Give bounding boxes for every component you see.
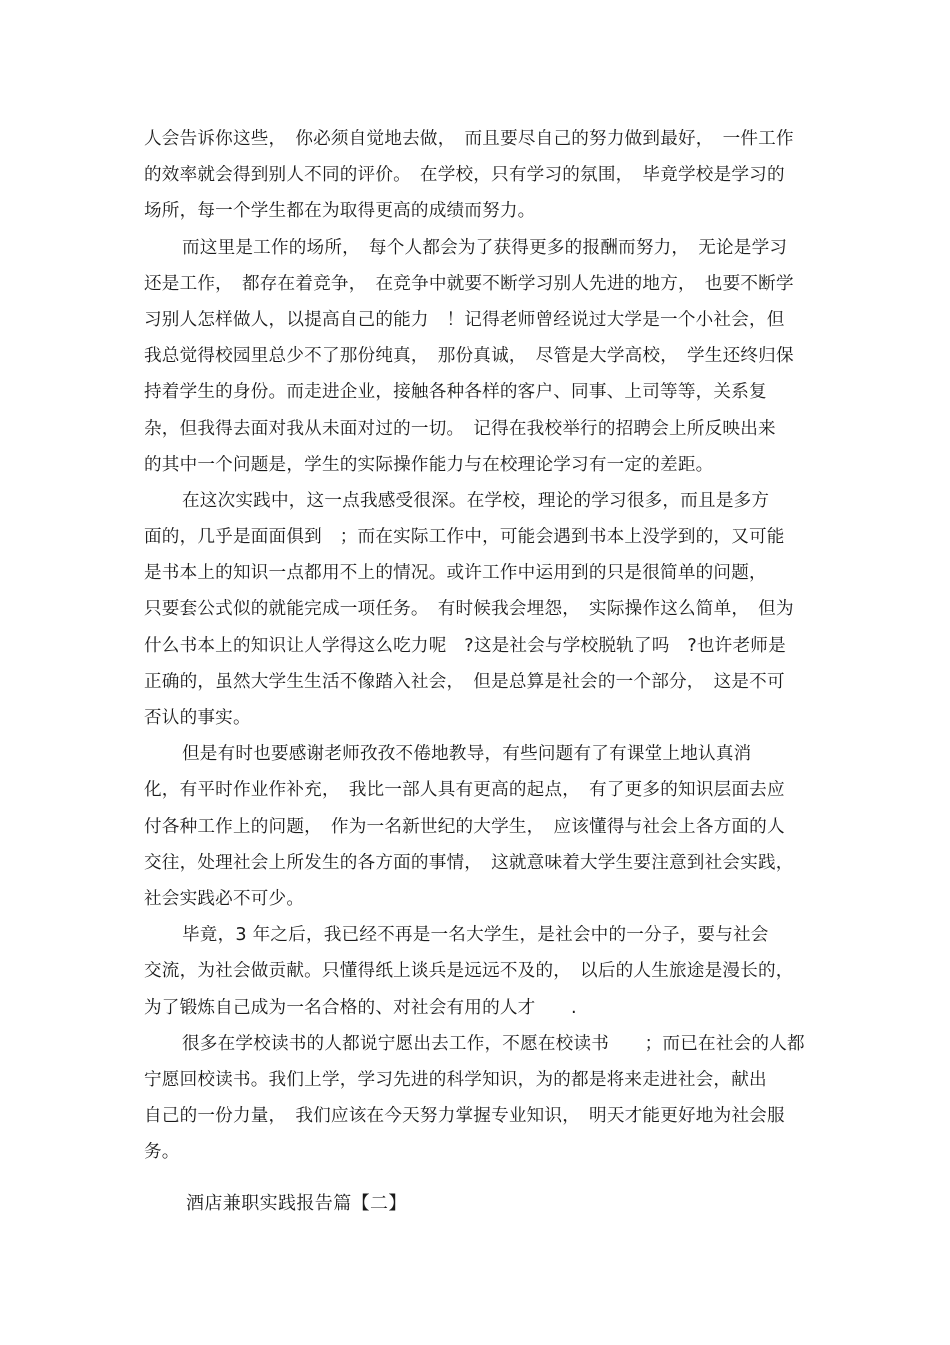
text-line: 宁愿回校读书。我们上学，学习先进的科学知识，为的都是将来走进社会，献出 — [144, 1069, 767, 1090]
text-line: 人会告诉你这些， 你必须自觉地去做， 而且要尽自己的努力做到最好， 一件工作 — [144, 129, 794, 149]
text-line: 什么书本上的知识让人学得这么吃力呢 ?这是社会与学校脱轨了吗 ?也许老师是 — [144, 635, 786, 656]
text-line: 付各种工作上的问题， 作为一名新世纪的大学生， 应该懂得与社会上各方面的人 — [144, 816, 785, 837]
text-line: 我总觉得校园里总少不了那份纯真， 那份真诚， 尽管是大学高校， 学生还终归保 — [144, 346, 794, 367]
text-line: 为了锻炼自己成为一名合格的、对社会有用的人才 . — [144, 997, 577, 1018]
text-line: 社会实践必不可少。 — [144, 888, 305, 909]
text-line: 持着学生的身份。而走进企业，接触各种各样的客户、同事、上司等等，关系复 — [144, 382, 767, 403]
text-line: 在这次实践中，这一点我感受很深。在学校，理论的学习很多，而且是多方 — [182, 490, 770, 511]
section-heading: 酒店兼职实践报告篇【二】 — [186, 1193, 407, 1214]
text-line: 还是工作， 都存在着竞争， 在竞争中就要不断学习别人先进的地方， 也要不断学 — [144, 273, 794, 294]
text-line: 交流，为社会做贡献。只懂得纸上谈兵是远远不及的， 以后的人生旅途是漫长的， — [144, 961, 794, 982]
text-line: 而这里是工作的场所， 每个人都会为了获得更多的报酬而努力， 无论是学习 — [182, 237, 788, 258]
text-line: 只要套公式似的就能完成一项任务。 有时候我会埋怨， 实际操作这么简单， 但为 — [144, 599, 794, 620]
text-line: 交往，处理社会上所发生的各方面的事情， 这就意味着大学生要注意到社会实践， — [144, 852, 794, 873]
text-line: 杂，但我得去面对我从未面对过的一切。 记得在我校举行的招聘会上所反映出来 — [144, 418, 776, 439]
text-line: 正确的，虽然大学生生活不像踏入社会， 但是总算是社会的一个部分， 这是不可 — [144, 671, 785, 692]
text-line: 面的，几乎是面面俱到 ；而在实际工作中，可能会遇到书本上没学到的，又可能 — [144, 527, 785, 548]
text-line: 习别人怎样做人，以提高自己的能力 ！记得老师曾经说过大学是一个小社会，但 — [144, 309, 785, 330]
text-line: 是书本上的知识一点都用不上的情况。或许工作中运用到的只是很简单的问题， — [144, 563, 767, 584]
text-line: 自己的一份力量， 我们应该在今天努力掌握专业知识， 明天才能更好地为社会服 — [144, 1106, 785, 1127]
text-line: 毕竟，3 年之后，我已经不再是一名大学生，是社会中的一分子，要与社会 — [182, 925, 769, 946]
text-line: 但是有时也要感谢老师孜孜不倦地教导，有些问题有了有课堂上地认真消 — [182, 744, 752, 765]
text-line: 的效率就会得到别人不同的评价。 在学校，只有学习的氛围， 毕竟学校是学习的 — [144, 165, 785, 186]
body-text — [144, 121, 808, 1170]
text-line: 很多在学校读书的人都说宁愿出去工作，不愿在校读书 ；而已在社会的人都 — [182, 1033, 805, 1054]
text-line: 否认的事实。 — [144, 708, 251, 728]
text-line: 化，有平时作业作补充， 我比一部人具有更高的起点， 有了更多的知识层面去应 — [144, 780, 785, 801]
text-line: 的其中一个问题是，学生的实际操作能力与在校理论学习有一定的差距。 — [144, 454, 714, 475]
text-line: 务。 — [144, 1142, 180, 1163]
text-line: 场所，每一个学生都在为取得更高的成绩而努力。 — [144, 201, 536, 222]
